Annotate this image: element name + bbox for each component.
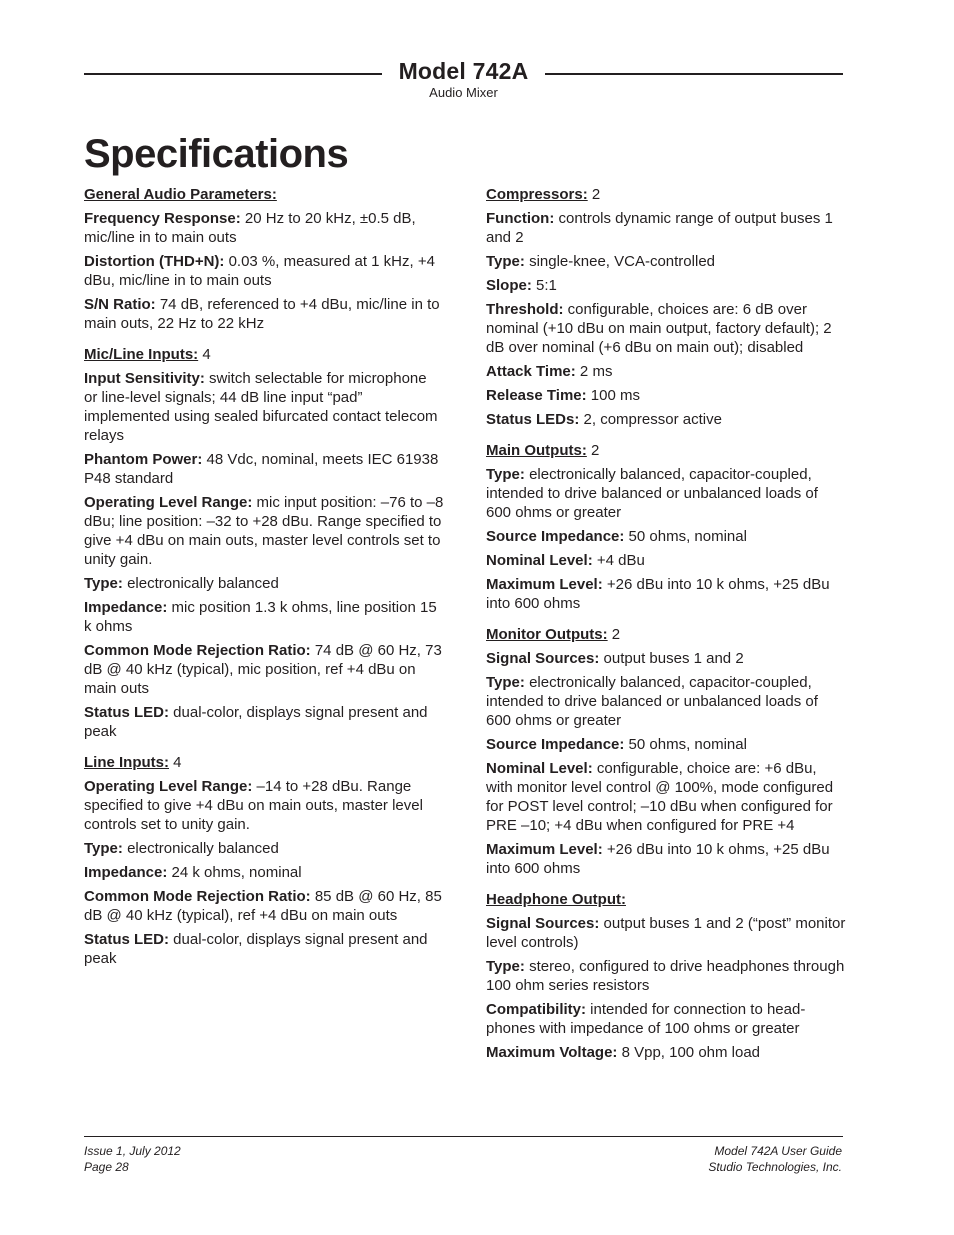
section-heading-label: Monitor Outputs: bbox=[486, 626, 608, 643]
spec-value: 0.03 %, measured at 1 kHz, +4 dBu, mic/line in to main outs bbox=[84, 253, 435, 289]
spec-item bbox=[486, 465, 846, 522]
spec-item bbox=[486, 1000, 846, 1038]
spec-value: –14 to +28 dBu. Range specified to give +4 dBu on main outs, master level controls set to unity gain. bbox=[84, 778, 423, 833]
footer-guide: Model 742A User Guide bbox=[714, 1144, 842, 1158]
section-heading-label: Mic/Line Inputs: bbox=[84, 346, 199, 363]
spec-item bbox=[84, 450, 444, 488]
spec-value: stereo, configured to drive headphones through 100 ohm series resistors bbox=[486, 958, 845, 994]
spec-label: Input Sensitivity: bbox=[84, 370, 205, 387]
spec-section bbox=[84, 185, 444, 333]
left-column bbox=[84, 185, 444, 980]
spec-value: 85 dB @ 60 Hz, 85 dB @ 40 kHz (typical), ref +4 dBu on main outs bbox=[84, 888, 442, 924]
spec-label: Frequency Response: bbox=[84, 210, 241, 227]
spec-label: Type: bbox=[486, 958, 525, 975]
spec-item bbox=[486, 386, 846, 405]
footer-right bbox=[708, 1143, 842, 1175]
section-heading bbox=[84, 753, 444, 772]
spec-label: Signal Sources: bbox=[486, 650, 600, 667]
section-heading bbox=[486, 185, 846, 204]
spec-section bbox=[486, 185, 846, 429]
spec-label: Maximum Voltage: bbox=[486, 1044, 618, 1061]
spec-label: Release Time: bbox=[486, 387, 587, 404]
spec-value: 20 Hz to 20 kHz, ±0.5 dB, mic/line in to main outs bbox=[84, 210, 416, 246]
spec-item bbox=[486, 649, 846, 668]
spec-value: 24 k ohms, nominal bbox=[167, 864, 302, 881]
page-title: Specifications bbox=[84, 132, 349, 176]
spec-item bbox=[84, 887, 444, 925]
footer-rule bbox=[84, 1136, 843, 1137]
spec-value: electronically balanced bbox=[122, 575, 279, 592]
spec-item bbox=[84, 295, 444, 333]
header-rule-right bbox=[545, 73, 843, 75]
spec-value: electronically balanced, capacitor-coupled, intended to drive balanced or unbalanced loads of 600 ohms or greater bbox=[486, 674, 818, 729]
spec-label: Attack Time: bbox=[486, 363, 576, 380]
spec-item bbox=[486, 252, 846, 271]
section-count: 2 bbox=[586, 442, 600, 459]
spec-label: Slope: bbox=[486, 277, 532, 294]
spec-label: Impedance: bbox=[84, 864, 168, 881]
spec-item bbox=[84, 777, 444, 834]
spec-value: 48 Vdc, nominal, meets IEC 61938 P48 standard bbox=[84, 451, 439, 487]
spec-item bbox=[84, 493, 444, 569]
spec-section bbox=[486, 890, 846, 1062]
spec-value: 100 ms bbox=[586, 387, 640, 404]
spec-label: Phantom Power: bbox=[84, 451, 203, 468]
section-count: 4 bbox=[198, 346, 211, 363]
section-count: 2 bbox=[607, 626, 621, 643]
spec-label: Compatibility: bbox=[486, 1001, 586, 1018]
spec-label: Type: bbox=[84, 575, 123, 592]
spec-label: Type: bbox=[486, 466, 525, 483]
footer-issue: Issue 1, July 2012 bbox=[84, 1144, 181, 1158]
spec-value: dual-color, displays signal present and peak bbox=[84, 931, 428, 967]
spec-value: controls dynamic range of output buses 1 and 2 bbox=[486, 210, 833, 246]
spec-value: 50 ohms, nominal bbox=[624, 528, 747, 545]
spec-label: Operating Level Range: bbox=[84, 778, 253, 795]
spec-item bbox=[486, 914, 846, 952]
spec-label: Maximum Level: bbox=[486, 576, 603, 593]
spec-label: Impedance: bbox=[84, 599, 168, 616]
spec-item bbox=[84, 598, 444, 636]
spec-label: Maximum Level: bbox=[486, 841, 603, 858]
spec-label: Status LEDs: bbox=[486, 411, 580, 428]
spec-value: output buses 1 and 2 bbox=[599, 650, 744, 667]
spec-item bbox=[84, 369, 444, 445]
spec-value: mic position 1.3 k ohms, line position 15 k ohms bbox=[84, 599, 437, 635]
spec-value: electronically balanced bbox=[122, 840, 279, 857]
section-heading bbox=[486, 625, 846, 644]
spec-value: 5:1 bbox=[531, 277, 557, 294]
spec-label: Type: bbox=[84, 840, 123, 857]
spec-item bbox=[84, 641, 444, 698]
spec-value: +4 dBu bbox=[592, 552, 645, 569]
spec-value: 2 ms bbox=[575, 363, 613, 380]
spec-label: Status LED: bbox=[84, 931, 170, 948]
spec-label: Nominal Level: bbox=[486, 552, 593, 569]
spec-value: mic input position: –76 to –8 dBu; line position: –32 to +28 dBu. Range specified to give +4 dBu on main outs, master level controls set to unity gain. bbox=[84, 494, 444, 568]
footer-page: Page 28 bbox=[84, 1160, 129, 1174]
spec-item bbox=[84, 863, 444, 882]
header-rule-left bbox=[84, 73, 382, 75]
spec-label: Signal Sources: bbox=[486, 915, 600, 932]
spec-value: single-knee, VCA-controlled bbox=[524, 253, 715, 270]
spec-value: electronically balanced, capacitor-coupled, intended to drive balanced or unbalanced loads of 600 ohms or greater bbox=[486, 466, 818, 521]
spec-label: Threshold: bbox=[486, 301, 564, 318]
spec-label: S/N Ratio: bbox=[84, 296, 156, 313]
spec-value: +26 dBu into 10 k ohms, +25 dBu into 600 ohms bbox=[486, 841, 830, 877]
spec-item bbox=[84, 703, 444, 741]
spec-value: configurable, choices are: 6 dB over nominal (+10 dBu on main output, factory default); 2 dB over nominal (+6 dBu on main out); disabled bbox=[486, 301, 832, 356]
section-heading bbox=[486, 441, 846, 460]
section-heading-label: General Audio Parameters: bbox=[84, 186, 277, 203]
spec-item bbox=[486, 840, 846, 878]
spec-label: Nominal Level: bbox=[486, 760, 593, 777]
spec-item bbox=[486, 551, 846, 570]
right-column bbox=[486, 185, 846, 1074]
header-subtitle: Audio Mixer bbox=[429, 85, 498, 100]
spec-item bbox=[486, 276, 846, 295]
spec-item bbox=[486, 759, 846, 835]
spec-item bbox=[486, 673, 846, 730]
header-model-title: Model 742A bbox=[398, 58, 529, 84]
section-heading bbox=[486, 890, 846, 909]
spec-label: Type: bbox=[486, 253, 525, 270]
spec-value: 2, compressor active bbox=[579, 411, 722, 428]
spec-item bbox=[486, 1043, 846, 1062]
spec-item bbox=[486, 957, 846, 995]
spec-label: Status LED: bbox=[84, 704, 170, 721]
section-heading-label: Headphone Output: bbox=[486, 891, 626, 908]
section-heading bbox=[84, 185, 444, 204]
spec-section bbox=[486, 625, 846, 878]
spec-value: intended for connection to headphones with impedance of 100 ohms or greater bbox=[486, 1001, 806, 1037]
spec-label: Common Mode Rejection Ratio: bbox=[84, 642, 311, 659]
footer-company: Studio Technologies, Inc. bbox=[708, 1160, 842, 1174]
section-count: 2 bbox=[587, 186, 601, 203]
spec-value: switch selectable for microphone or line-level signals; 44 dB line input “pad” implemented using sealed bifurcated contact telecom relays bbox=[84, 370, 438, 444]
spec-item bbox=[84, 574, 444, 593]
spec-value: 8 Vpp, 100 ohm load bbox=[617, 1044, 761, 1061]
spec-item bbox=[486, 362, 846, 381]
spec-label: Distortion (THD+N): bbox=[84, 253, 225, 270]
spec-item bbox=[486, 527, 846, 546]
spec-label: Common Mode Rejection Ratio: bbox=[84, 888, 311, 905]
spec-section bbox=[486, 441, 846, 613]
spec-label: Operating Level Range: bbox=[84, 494, 253, 511]
spec-item bbox=[84, 252, 444, 290]
spec-item bbox=[486, 209, 846, 247]
section-heading bbox=[84, 345, 444, 364]
section-heading-label: Compressors: bbox=[486, 186, 588, 203]
section-heading-label: Main Outputs: bbox=[486, 442, 587, 459]
section-count: 4 bbox=[169, 754, 182, 771]
spec-value: output buses 1 and 2 (“post” monitor level controls) bbox=[486, 915, 846, 951]
spec-item bbox=[486, 410, 846, 429]
spec-item bbox=[486, 575, 846, 613]
spec-section bbox=[84, 753, 444, 968]
spec-item bbox=[84, 209, 444, 247]
spec-label: Source Impedance: bbox=[486, 736, 625, 753]
spec-value: dual-color, displays signal present and peak bbox=[84, 704, 428, 740]
spec-value: +26 dBu into 10 k ohms, +25 dBu into 600 ohms bbox=[486, 576, 830, 612]
spec-value: 50 ohms, nominal bbox=[624, 736, 747, 753]
spec-value: 74 dB @ 60 Hz, 73 dB @ 40 kHz (typical), mic position, ref +4 dBu on main outs bbox=[84, 642, 442, 697]
spec-item bbox=[84, 930, 444, 968]
footer-left bbox=[84, 1143, 181, 1175]
spec-item bbox=[84, 839, 444, 858]
spec-label: Type: bbox=[486, 674, 525, 691]
spec-item bbox=[486, 735, 846, 754]
spec-value: 74 dB, referenced to +4 dBu, mic/line in to main outs, 22 Hz to 22 kHz bbox=[84, 296, 440, 332]
spec-item bbox=[486, 300, 846, 357]
spec-label: Function: bbox=[486, 210, 555, 227]
spec-value: configurable, choice are: +6 dBu, with monitor level control @ 100%, mode configured for POST level control; –10 dBu when configured for PRE –10; +4 dBu when configured for PRE +4 bbox=[486, 760, 834, 834]
spec-section bbox=[84, 345, 444, 741]
section-heading-label: Line Inputs: bbox=[84, 754, 169, 771]
spec-label: Source Impedance: bbox=[486, 528, 625, 545]
